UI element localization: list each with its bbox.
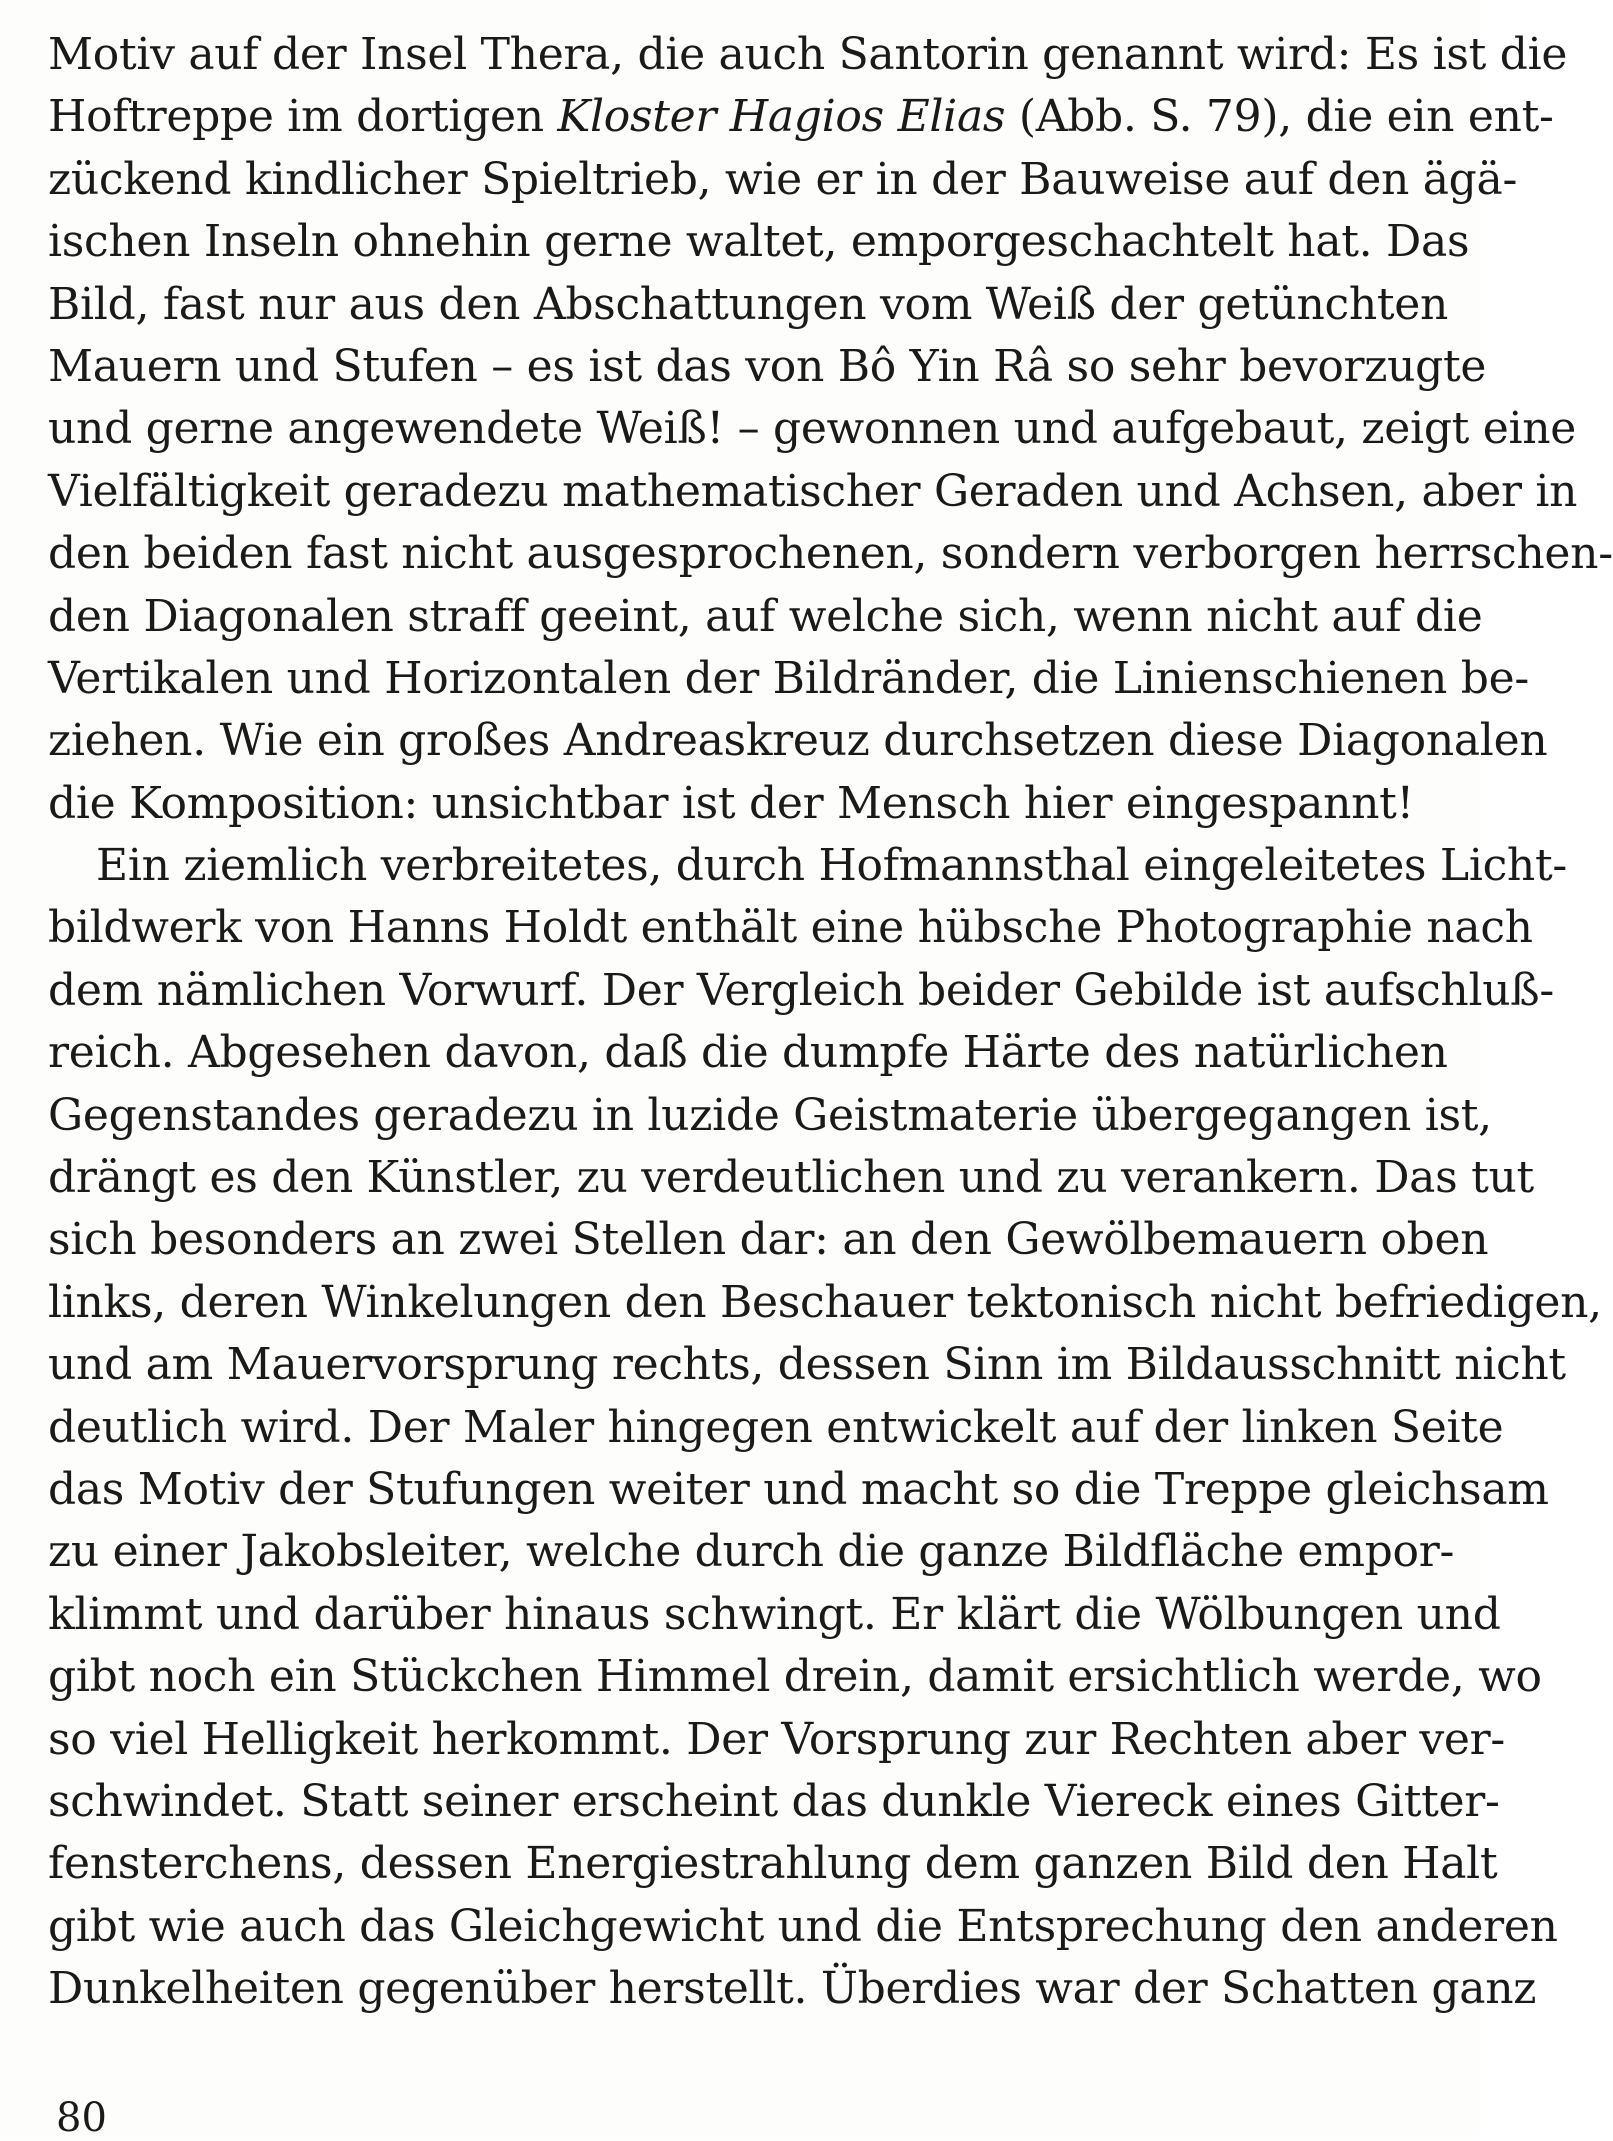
text-run: das Motiv der Stufungen weiter und macht so die Treppe gleichsam bbox=[48, 1463, 1549, 1515]
text-line bbox=[48, 1646, 1542, 1708]
text-run: dem nämlichen Vorwurf. Der Vergleich beider Gebilde ist aufschluß- bbox=[48, 964, 1554, 1016]
text-run: Mauern und Stufen – es ist das von Bô Yin Râ so sehr bevorzugte bbox=[48, 340, 1487, 392]
text-run: zu einer Jakobsleiter, welche durch die ganze Bildfläche empor- bbox=[48, 1526, 1455, 1578]
text-run: gibt wie auch das Gleichgewicht und die Entsprechung den anderen bbox=[48, 1900, 1558, 1952]
text-run: ischen Inseln ohnehin gerne waltet, emporgeschachtelt hat. Das bbox=[48, 216, 1470, 268]
text-run: zückend kindlicher Spieltrieb, wie er in der Bauweise auf den ägä- bbox=[48, 153, 1518, 205]
text-line bbox=[48, 773, 1438, 835]
text-line bbox=[48, 1958, 1537, 2020]
text-run: deutlich wird. Der Maler hingegen entwickelt auf der linken Seite bbox=[48, 1401, 1504, 1453]
text-run: und am Mauervorsprung rechts, dessen Sinn im Bildausschnitt nicht bbox=[48, 1339, 1566, 1391]
text-run: reich. Abgesehen davon, daß die dumpfe Härte des natürlichen bbox=[48, 1027, 1448, 1079]
text-run: so viel Helligkeit herkommt. Der Vorsprung zur Rechten aber ver- bbox=[48, 1713, 1505, 1765]
text-line bbox=[48, 960, 1554, 1022]
text-line bbox=[48, 1771, 1500, 1833]
text-line bbox=[48, 24, 1568, 86]
italic-title: Kloster Hagios Elias bbox=[557, 91, 1006, 143]
text-run: bildwerk von Hanns Holdt enthält eine hübsche Photographie nach bbox=[48, 902, 1533, 954]
text-line bbox=[48, 1147, 1534, 1209]
text-run: Ein ziemlich verbreitetes, durch Hofmannsthal eingeleitetes Licht- bbox=[96, 840, 1567, 892]
text-line bbox=[48, 274, 1449, 336]
text-line bbox=[48, 1833, 1498, 1895]
text-run: Hoftreppe im dortigen bbox=[48, 91, 558, 143]
text-run: sich besonders an zwei Stellen dar: an den Gewölbemauern oben bbox=[48, 1214, 1489, 1266]
text-line bbox=[48, 149, 1518, 211]
text-run: den Diagonalen straff geeint, auf welche sich, wenn nicht auf die bbox=[48, 590, 1483, 642]
text-line bbox=[48, 461, 1578, 523]
text-line bbox=[48, 211, 1470, 273]
text-run: klimmt und darüber hinaus schwingt. Er klärt die Wölbungen und bbox=[48, 1588, 1501, 1640]
text-line bbox=[48, 1334, 1566, 1396]
text-line bbox=[48, 1085, 1492, 1147]
text-run: gibt noch ein Stückchen Himmel drein, damit ersichtlich werde, wo bbox=[48, 1651, 1542, 1703]
text-line bbox=[48, 1521, 1455, 1583]
text-line bbox=[48, 86, 1554, 148]
text-line bbox=[48, 586, 1483, 648]
text-line bbox=[48, 710, 1548, 772]
text-run: und gerne angewendete Weiß! – gewonnen und aufgebaut, zeigt eine bbox=[48, 403, 1577, 455]
text-run: (Abb. S. 79), die ein ent- bbox=[1005, 91, 1554, 143]
text-line bbox=[48, 1022, 1448, 1084]
body-text bbox=[48, 24, 1613, 2021]
text-run: Dunkelheiten gegenüber herstellt. Überdies war der Schatten ganz bbox=[48, 1963, 1537, 2015]
text-run: Gegenstandes geradezu in luzide Geistmaterie übergegangen ist, bbox=[48, 1089, 1492, 1141]
text-run: Vielfältigkeit geradezu mathematischer Geraden und Achsen, aber in bbox=[48, 465, 1578, 517]
text-line bbox=[48, 398, 1577, 460]
text-line bbox=[48, 1397, 1504, 1459]
text-line bbox=[48, 1272, 1602, 1334]
text-line bbox=[48, 835, 1567, 897]
text-line bbox=[48, 1584, 1501, 1646]
text-run: die Komposition: unsichtbar ist der Mensch hier eingespannt! bbox=[48, 777, 1414, 829]
text-run: Vertikalen und Horizontalen der Bildränder, die Linienschienen be- bbox=[48, 652, 1529, 704]
text-line bbox=[48, 336, 1487, 398]
text-run: Motiv auf der Insel Thera, die auch Santorin genannt wird: Es ist die bbox=[48, 29, 1568, 80]
text-run: fensterchens, dessen Energiestrahlung dem ganzen Bild den Halt bbox=[48, 1838, 1498, 1890]
text-line bbox=[48, 1896, 1558, 1958]
text-line bbox=[48, 648, 1529, 710]
text-run: links, deren Winkelungen den Beschauer tektonisch nicht befriedigen, bbox=[48, 1276, 1602, 1328]
text-run: schwindet. Statt seiner erscheint das dunkle Viereck eines Gitter- bbox=[48, 1775, 1500, 1827]
text-line bbox=[48, 523, 1613, 585]
text-line bbox=[48, 897, 1533, 959]
text-run: Bild, fast nur aus den Abschattungen vom Weiß der getünchten bbox=[48, 278, 1449, 330]
page-number: 80 bbox=[56, 2095, 107, 2141]
text-line bbox=[48, 1709, 1505, 1771]
text-run: den beiden fast nicht ausgesprochenen, sondern verborgen herrschen- bbox=[48, 528, 1613, 580]
text-line bbox=[48, 1209, 1489, 1271]
text-run: ziehen. Wie ein großes Andreaskreuz durchsetzen diese Diagonalen bbox=[48, 715, 1548, 767]
text-run: drängt es den Künstler, zu verdeutlichen und zu verankern. Das tut bbox=[48, 1152, 1534, 1204]
text-line bbox=[48, 1459, 1549, 1521]
